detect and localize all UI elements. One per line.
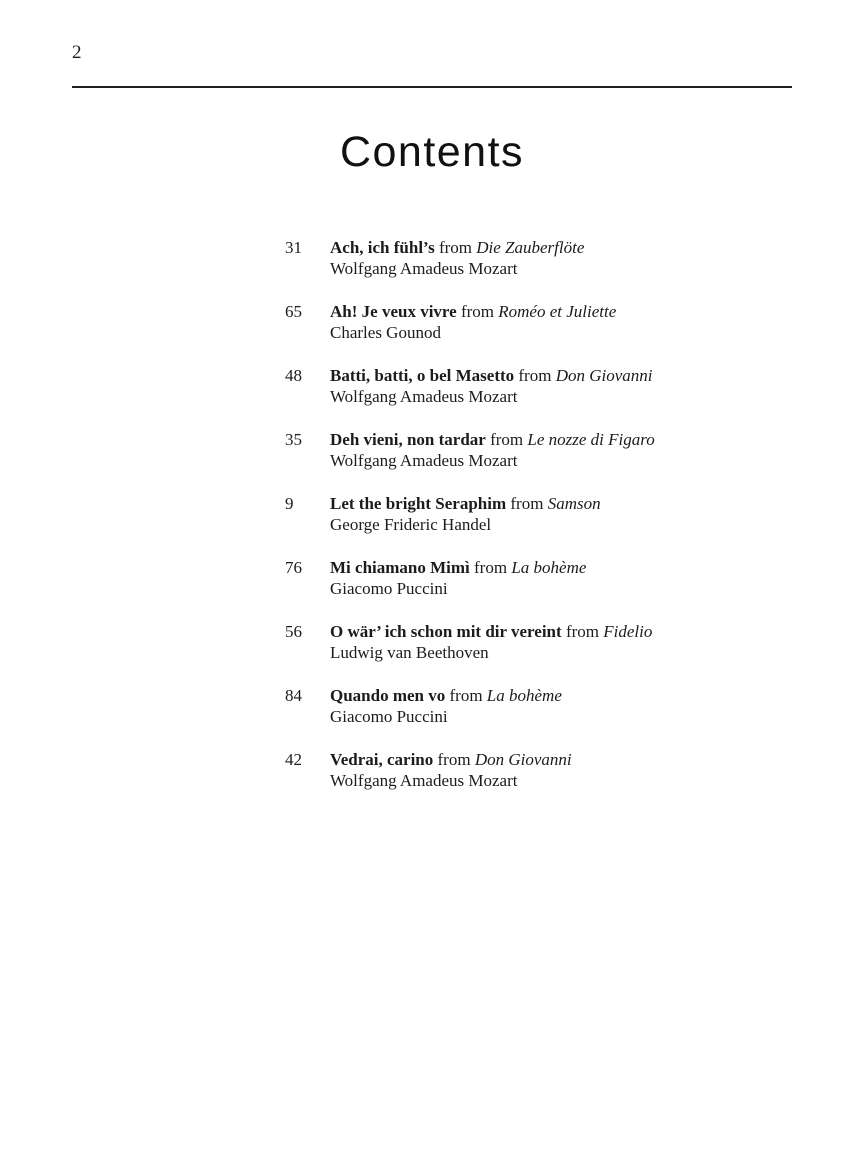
aria-title: Let the bright Seraphim: [330, 494, 507, 513]
opera-title: Samson: [547, 494, 601, 513]
from-label: from: [449, 686, 483, 705]
entry-text: [330, 429, 705, 471]
entry-text: [330, 685, 705, 727]
opera-title: Don Giovanni: [474, 750, 572, 769]
entry-page-number: 9: [285, 494, 294, 513]
from-label: from: [490, 430, 524, 449]
opera-title: La bohème: [486, 686, 562, 705]
entry-title-line: [330, 685, 705, 706]
contents-heading: Contents: [339, 128, 525, 176]
entry-text: [330, 493, 705, 535]
toc-entry: [285, 685, 705, 727]
aria-title: O wär’ ich schon mit dir vereint: [330, 622, 562, 641]
aria-title: Vedrai, carino: [330, 750, 434, 769]
entry-page-number: 35: [285, 430, 302, 449]
opera-title: Le nozze di Figaro: [527, 430, 655, 449]
aria-title: Deh vieni, non tardar: [330, 430, 486, 449]
toc-entry: [285, 301, 705, 343]
from-label: from: [437, 750, 471, 769]
toc-list: [285, 237, 705, 813]
header-rule: [72, 86, 792, 88]
from-label: from: [474, 558, 508, 577]
from-label: from: [510, 494, 544, 513]
opera-title: La bohème: [511, 558, 587, 577]
aria-title: Ah! Je veux vivre: [330, 302, 457, 321]
entry-title-line: [330, 493, 705, 514]
aria-title: Batti, batti, o bel Masetto: [330, 366, 515, 385]
entry-text: [330, 365, 705, 407]
opera-title: Roméo et Juliette: [498, 302, 617, 321]
entry-title-line: [330, 237, 705, 258]
composer-name: Wolfgang Amadeus Mozart: [330, 771, 518, 790]
entry-page-number: 48: [285, 366, 302, 385]
composer-name: George Frideric Handel: [330, 515, 492, 534]
aria-title: Ach, ich fühl’s: [330, 238, 435, 257]
entry-page-number: 76: [285, 558, 302, 577]
composer-name: Giacomo Puccini: [330, 579, 448, 598]
entry-title-line: [330, 557, 705, 578]
entry-page-number: 42: [285, 750, 302, 769]
entry-title-line: [330, 749, 705, 770]
page-number: 2: [72, 42, 82, 63]
opera-title: Fidelio: [603, 622, 653, 641]
aria-title: Quando men vo: [330, 686, 446, 705]
composer-name: Wolfgang Amadeus Mozart: [330, 451, 518, 470]
entry-title-line: [330, 429, 705, 450]
entry-title-line: [330, 301, 705, 322]
toc-entry: [285, 749, 705, 791]
entry-text: [330, 621, 705, 663]
composer-name: Giacomo Puccini: [330, 707, 448, 726]
toc-entry: [285, 365, 705, 407]
opera-title: Die Zauberflöte: [476, 238, 585, 257]
from-label: from: [438, 238, 472, 257]
composer-name: Wolfgang Amadeus Mozart: [330, 387, 518, 406]
composer-name: Wolfgang Amadeus Mozart: [330, 259, 518, 278]
entry-page-number: 84: [285, 686, 302, 705]
composer-name: Ludwig van Beethoven: [330, 643, 489, 662]
toc-entry: [285, 429, 705, 471]
composer-name: Charles Gounod: [330, 323, 441, 342]
toc-entry: [285, 237, 705, 279]
entry-text: [330, 237, 705, 279]
entry-text: [330, 301, 705, 343]
entry-page-number: 31: [285, 238, 302, 257]
entry-page-number: 65: [285, 302, 302, 321]
from-label: from: [565, 622, 599, 641]
entry-title-line: [330, 621, 705, 642]
entry-text: [330, 557, 705, 599]
from-label: from: [460, 302, 494, 321]
entry-title-line: [330, 365, 705, 386]
from-label: from: [518, 366, 552, 385]
toc-entry: [285, 557, 705, 599]
opera-title: Don Giovanni: [555, 366, 653, 385]
aria-title: Mi chiamano Mimì: [330, 558, 470, 577]
toc-entry: [285, 493, 705, 535]
entry-page-number: 56: [285, 622, 302, 641]
entry-text: [330, 749, 705, 791]
toc-entry: [285, 621, 705, 663]
